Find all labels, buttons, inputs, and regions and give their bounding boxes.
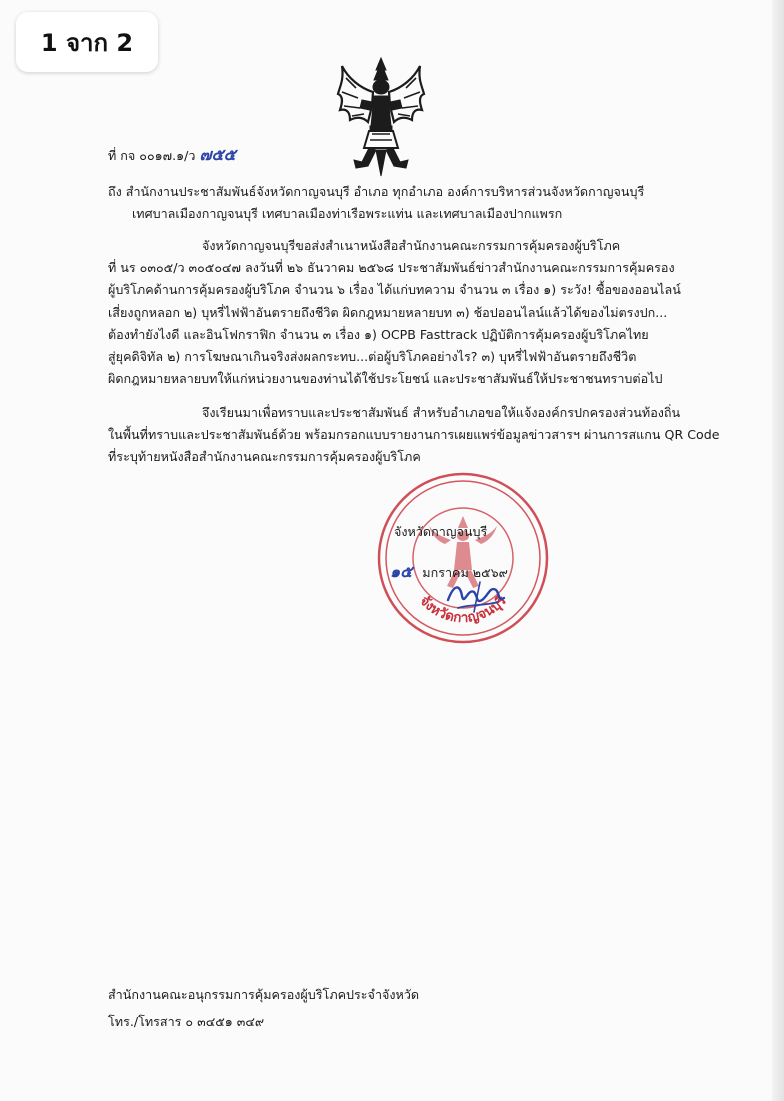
body-line: ที่ นร ๐๓๐๕/ว ๓๐๕๐๔๗ ลงวันที่ ๒๖ ธันวาคม ๒๕๖๘ ประชาสัมพันธ์ข่าวสำนักงานคณะกรรมการคุ้มครอง: [108, 260, 675, 276]
body-line: ผิดกฎหมายหลายบทให้แก่หน่วยงานของท่านได้ใช้ประโยชน์ และประชาสัมพันธ์ให้ประชาชนทราบต่อไป: [108, 371, 663, 387]
recipient-line: ถึง สำนักงานประชาสัมพันธ์จังหวัดกาญจนบุรี อำเภอ ทุกอำเภอ องค์การบริหารส่วนจังหวัดกาญจนบุรี: [108, 184, 645, 199]
body-line: จังหวัดกาญจนบุรีขอส่งสำเนาหนังสือสำนักงานคณะกรรมการคุ้มครองผู้บริโภค: [202, 238, 621, 253]
recipient-block: [108, 181, 748, 225]
body-line: ต้องทำยังไงดี และอินโฟกราฟิก จำนวน ๓ เรื่อง ๑) OCPB Fasttrack ปฏิบัติการคุ้มครองผู้บริโภคไทย: [108, 326, 649, 342]
office-footer: [108, 981, 508, 1035]
handwritten-signature: [444, 578, 508, 614]
body-line: จึงเรียนมาเพื่อทราบและประชาสัมพันธ์ สำหรับอำเภอขอให้แจ้งองค์กรปกครองส่วนท้องถิ่น: [202, 405, 681, 420]
body-line: เสี่ยงถูกหลอก ๒) บุหรี่ไฟฟ้าอันตรายถึงชีวิต ผิดกฎหมายหลายบท ๓) ช้อปออนไลน์แล้วได้ของไม่ตรงปก...: [108, 304, 668, 320]
body-line: ในพื้นที่ทราบและประชาสัมพันธ์ด้วย พร้อมกรอกแบบรายงานการเผยแพร่ข้อมูลข่าวสารฯ ผ่านการสแกน QR Code: [108, 427, 720, 443]
reference-handwritten-number: ๗๕๕: [199, 145, 236, 164]
footer-office: สำนักงานคณะอนุกรรมการคุ้มครองผู้บริโภคประจำจังหวัด: [108, 987, 420, 1002]
body-line: สู่ยุคดิจิทัล ๒) การโฆษณาเกินจริงส่งผลกระทบ...ต่อผู้บริโภคอย่างไร? ๓) บุหรี่ไฟฟ้าอันตรายถึงชีวิต: [108, 349, 637, 365]
reference-number: [108, 144, 748, 167]
signing-province: จังหวัดกาญจนบุรี: [394, 524, 488, 539]
body-line: ที่ระบุท้ายหนังสือสำนักงานคณะกรรมการคุ้มครองผู้บริโภค: [108, 449, 421, 465]
body-paragraph-1: [108, 235, 748, 390]
signing-day-handwritten: ๑๕: [390, 562, 413, 581]
footer-phone: โทร./โทรสาร ๐ ๓๔๕๑ ๓๔๙: [108, 1014, 265, 1029]
body-line: ผู้บริโภคด้านการคุ้มครองผู้บริโภค จำนวน ๖ เรื่อง ได้แก่บทความ จำนวน ๓ เรื่อง ๑) ระวัง! ซื้อของออนไลน์: [108, 282, 681, 298]
page-edge: [772, 0, 784, 1101]
body-paragraph-2: [108, 402, 748, 469]
provincial-seal-icon: [375, 470, 551, 646]
recipient-line: เทศบาลเมืองกาญจนบุรี เทศบาลเมืองท่าเรือพระแท่น และเทศบาลเมืองปากแพรก: [132, 206, 563, 222]
reference-prefix: ที่ กจ ๐๐๑๗.๑/ว: [108, 148, 196, 163]
page-counter: 1 จาก 2: [16, 12, 158, 72]
seal-text: จังหวัดกาญจนบุรี: [416, 592, 510, 627]
signing-month-year: มกราคม ๒๕๖๙: [422, 565, 508, 580]
